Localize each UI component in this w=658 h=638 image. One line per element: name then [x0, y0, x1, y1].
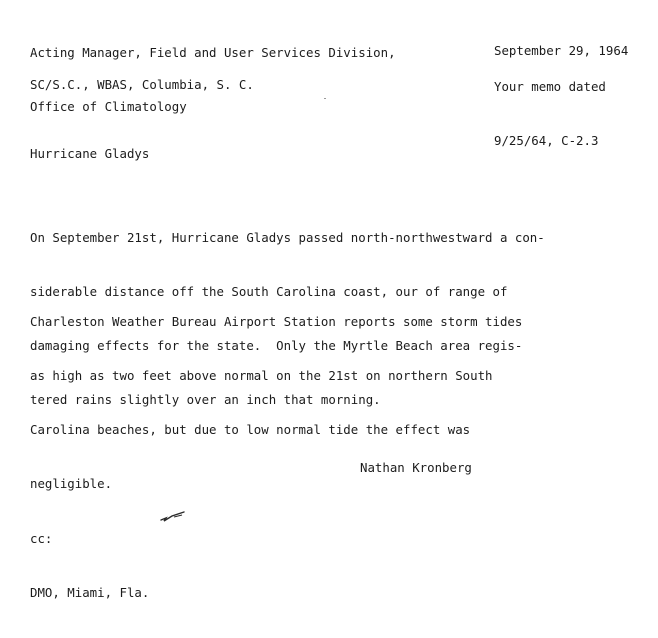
date-text: September 29, 1964 — [494, 43, 629, 58]
paragraph-1-line-4: tered rains slightly over an inch that morning. — [30, 392, 381, 407]
signature-name: Nathan Kronberg — [360, 460, 472, 475]
subject-line: Hurricane Gladys — [30, 146, 150, 161]
addressee-line-2: Office of Climatology — [30, 99, 187, 114]
paragraph-2-line-3: Carolina beaches, but due to low normal tide the effect was — [30, 422, 471, 437]
paragraph-1-line-3: damaging effects for the state. Only the Myrtle Beach area regis- — [30, 338, 523, 353]
paragraph-2 — [30, 277, 522, 529]
addressee-line-1: Acting Manager, Field and User Services Division, — [30, 45, 396, 60]
cc-block — [30, 494, 149, 638]
reference-block — [494, 42, 606, 186]
paragraph-1-line-1: On September 21st, Hurricane Gladys passed north-northwestward a con- — [30, 230, 545, 245]
paragraph-2-line-1: Charleston Weather Bureau Airport Station reports some storm tides — [30, 314, 523, 329]
paragraph-2-line-2: as high as two feet above normal on the 21st on northern South — [30, 368, 493, 383]
sender-line: SC/S.C., WBAS, Columbia, S. C. — [30, 77, 254, 92]
pen-check-mark — [160, 509, 186, 523]
paragraph-2-line-4: negligible. — [30, 476, 113, 491]
reference-line-2: 9/25/64, C-2.3 — [494, 133, 599, 148]
paragraph-1-line-2: siderable distance off the South Carolina coast, our of range of — [30, 284, 508, 299]
cc-label: cc: — [30, 531, 53, 546]
cc-recipient: DMO, Miami, Fla. — [30, 585, 150, 600]
reference-line-1: Your memo dated — [494, 79, 606, 94]
paper-speck — [324, 98, 326, 99]
